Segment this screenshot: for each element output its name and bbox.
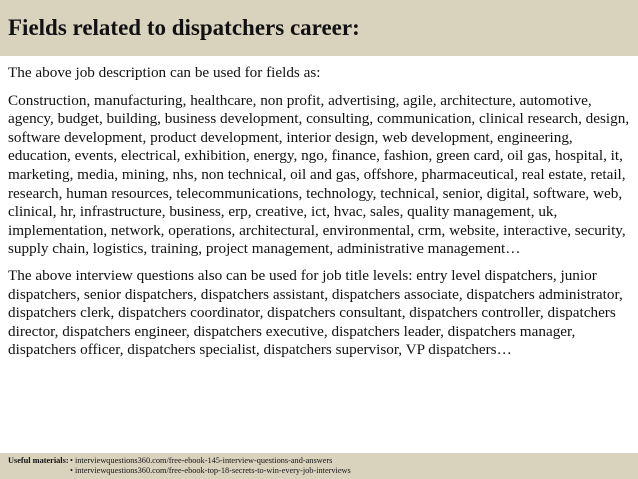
job-levels-text: The above interview questions also can be used for job title levels: entry level dispatchers, junior dispatchers, senior dispatchers, dispatchers assistant, dispatchers associate, dispatchers administrator, dispatchers clerk, dispatchers coordinator, dispatchers consultant, dispatchers controller, dispatchers director, dispatchers engineer, dispatchers executive, dispatchers leader, dispatchers manager, dispatchers officer, dispatchers specialist, dispatchers supervisor, VP dispatchers… bbox=[8, 266, 623, 359]
title-bar bbox=[0, 0, 638, 56]
footer-bar bbox=[0, 453, 638, 479]
intro-text: The above job description can be used for fields as: bbox=[8, 64, 321, 81]
fields-list-text: Construction, manufacturing, healthcare, non profit, advertising, agile, architecture, automotive, agency, budget, building, business development, consulting, communication, clinical research, design, software development, product development, interior design, web development, engineering, education, events, electrical, exhibition, energy, ngo, finance, fashion, green card, oil gas, hospital, it, marketing, media, mining, nhs, non technical, oil and gas, offshore, pharmaceutical, real estate, retail, research, human resources, telecommunications, technology, technical, senior, digital, software, web, clinical, hr, infrastructure, business, erp, creative, ict, hvac, sales, quality management, uk, implementation, network, operations, architectural, environmental, crm, website, interactive, security, supply chain, logistics, training, project management, administrative management… bbox=[8, 91, 630, 258]
slide-title bbox=[8, 14, 360, 42]
slide-title-colon: : bbox=[352, 15, 360, 40]
footer-link-ebook-top-18[interactable]: • interviewquestions360.com/free-ebook-top-18-secrets-to-win-every-job-interviews bbox=[70, 466, 351, 475]
slide-title-text: Fields related to dispatchers career bbox=[8, 15, 353, 40]
footer-label: Useful materials: bbox=[8, 456, 69, 465]
slide-body bbox=[8, 64, 632, 360]
footer-links bbox=[70, 456, 351, 476]
footer-link-ebook-145[interactable]: • interviewquestions360.com/free-ebook-145-interview-questions-and-answers bbox=[70, 456, 333, 465]
